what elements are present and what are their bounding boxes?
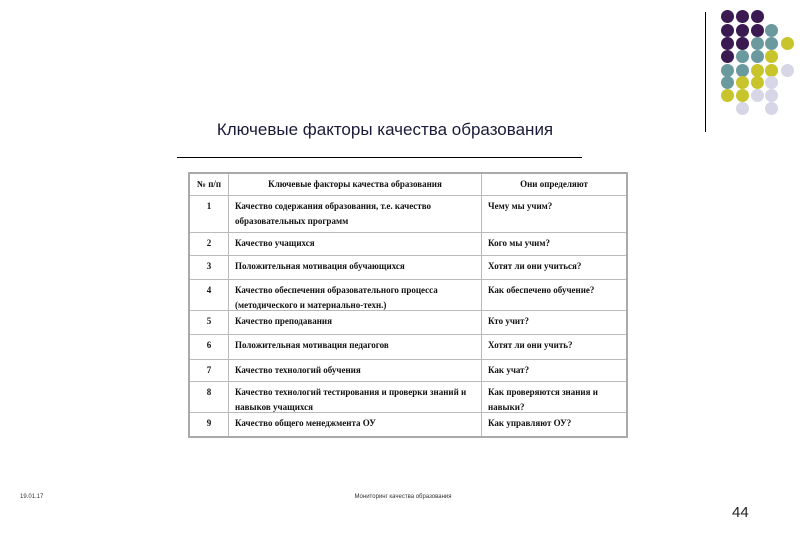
cell-text: Как проверяются знания и навыки? xyxy=(488,387,598,412)
cell-text: 6 xyxy=(206,340,212,350)
table-row xyxy=(189,196,627,233)
cell-n xyxy=(189,280,229,311)
table-row xyxy=(189,280,627,311)
cell-text: Качество содержания образования, т.е. качество образовательных программ xyxy=(235,201,432,226)
decorative-dot xyxy=(751,50,764,63)
table-row xyxy=(189,311,627,335)
cell-text: Качество технологий обучения xyxy=(235,365,361,375)
cell-factor xyxy=(229,360,482,382)
cell-question xyxy=(482,256,628,280)
decorative-dot xyxy=(736,37,749,50)
cell-text: 9 xyxy=(206,418,212,428)
cell-text: Чему мы учим? xyxy=(488,201,553,211)
decorative-dot xyxy=(765,37,778,50)
footer-title: Мониторинг качества образования xyxy=(354,494,452,500)
table-row xyxy=(189,233,627,256)
cell-text: Положительная мотивация обучающихся xyxy=(235,261,405,271)
cell-text: Качество учащихся xyxy=(235,238,315,248)
table-row xyxy=(189,256,627,280)
decorative-dot xyxy=(751,89,764,102)
cell-text: Как обеспечено обучение? xyxy=(488,285,595,295)
decorative-dot xyxy=(721,10,734,23)
cell-n xyxy=(189,196,229,233)
decorative-dot xyxy=(721,50,734,63)
cell-text: 7 xyxy=(206,365,212,375)
decorative-dot xyxy=(765,50,778,63)
table-row xyxy=(189,335,627,360)
cell-factor xyxy=(229,280,482,311)
cell-n xyxy=(189,382,229,413)
slide-title: Ключевые факторы качества образования xyxy=(216,120,554,139)
title-underline xyxy=(177,157,582,158)
decorative-dot xyxy=(751,76,764,89)
cell-text: Хотят ли они учиться? xyxy=(488,261,582,271)
cell-factor xyxy=(229,311,482,335)
cell-question xyxy=(482,280,628,311)
cell-text: Качество общего менеджмента ОУ xyxy=(235,418,376,428)
cell-text: 3 xyxy=(206,261,212,271)
cell-text: Кто учит? xyxy=(488,316,530,326)
cell-question xyxy=(482,360,628,382)
decorative-dot xyxy=(736,89,749,102)
decorative-dot xyxy=(736,102,749,115)
cell-n xyxy=(189,413,229,438)
decorative-dot xyxy=(751,24,764,37)
header-number: № п/п xyxy=(189,173,229,196)
decorative-vertical-line xyxy=(705,12,706,132)
decorative-dot xyxy=(751,37,764,50)
cell-text: Кого мы учим? xyxy=(488,238,550,248)
header-question: Они определяют xyxy=(482,173,628,196)
cell-question xyxy=(482,196,628,233)
cell-question xyxy=(482,233,628,256)
cell-text: Качество технологий тестирования и проверки знаний и навыков учащихся xyxy=(235,387,467,412)
cell-text: Хотят ли они учить? xyxy=(488,340,573,350)
decorative-dot xyxy=(736,10,749,23)
cell-factor xyxy=(229,413,482,438)
cell-factor xyxy=(229,256,482,280)
decorative-dot xyxy=(765,24,778,37)
cell-question xyxy=(482,335,628,360)
decorative-dot xyxy=(765,76,778,89)
table-row xyxy=(189,360,627,382)
cell-text: 4 xyxy=(206,285,212,295)
decorative-dot xyxy=(781,64,794,77)
cell-factor xyxy=(229,196,482,233)
cell-text: Положительная мотивация педагогов xyxy=(235,340,389,350)
cell-question xyxy=(482,413,628,438)
page-number: 44 xyxy=(732,504,749,521)
cell-n xyxy=(189,360,229,382)
cell-text: 1 xyxy=(206,201,212,211)
decorative-dot xyxy=(721,89,734,102)
footer-date: 19.01.17 xyxy=(20,494,44,500)
cell-n xyxy=(189,256,229,280)
decorative-dot xyxy=(736,50,749,63)
header-factor: Ключевые факторы качества образования xyxy=(229,173,482,196)
cell-question xyxy=(482,311,628,335)
decorative-dot xyxy=(781,37,794,50)
cell-text: Как учат? xyxy=(488,365,530,375)
decorative-dot xyxy=(765,89,778,102)
quality-factors-table xyxy=(188,172,628,438)
cell-n xyxy=(189,233,229,256)
decorative-dot xyxy=(721,37,734,50)
cell-factor xyxy=(229,382,482,413)
decorative-dot xyxy=(736,24,749,37)
cell-text: Качество обеспечения образовательного процесса (методического и материально-техн.) xyxy=(235,285,438,310)
cell-n xyxy=(189,335,229,360)
cell-n xyxy=(189,311,229,335)
decorative-dot xyxy=(736,76,749,89)
cell-text: 2 xyxy=(206,238,212,248)
decorative-dot xyxy=(721,24,734,37)
cell-text: Качество преподавания xyxy=(235,316,332,326)
table-header-row xyxy=(189,173,627,196)
cell-factor xyxy=(229,233,482,256)
cell-text: 5 xyxy=(206,316,212,326)
cell-factor xyxy=(229,335,482,360)
decorative-dot xyxy=(751,10,764,23)
cell-text: Как управляют ОУ? xyxy=(488,418,572,428)
cell-question xyxy=(482,382,628,413)
cell-text: 8 xyxy=(206,387,212,397)
table-row xyxy=(189,382,627,413)
decorative-dot xyxy=(765,102,778,115)
decorative-dot xyxy=(721,76,734,89)
table-row xyxy=(189,413,627,438)
